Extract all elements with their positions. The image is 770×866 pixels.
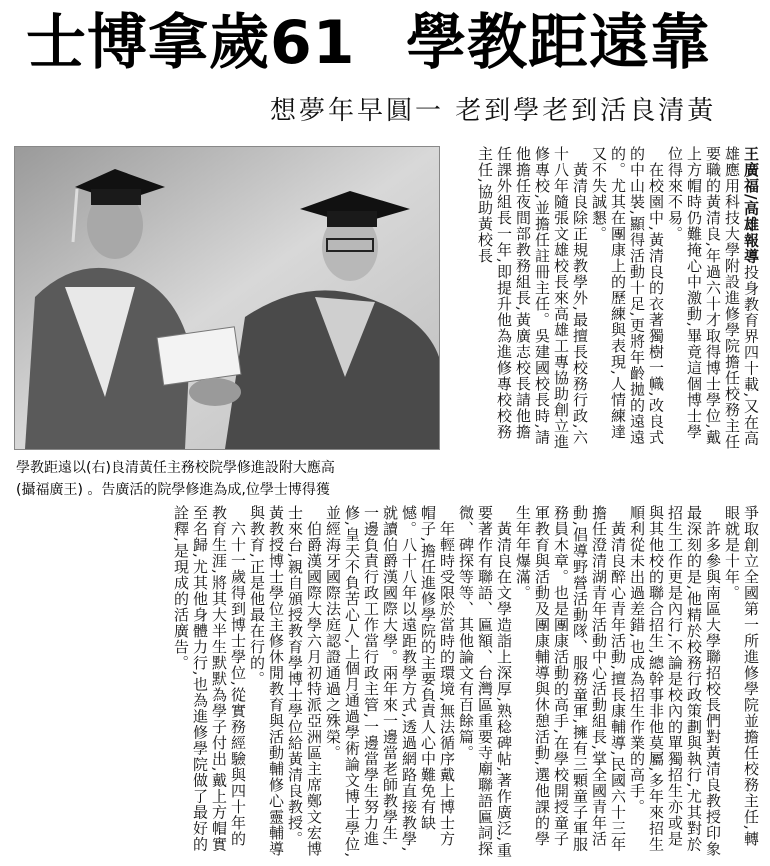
headline-part-2: 學教距遠靠 (406, 8, 711, 78)
news-photo (14, 146, 440, 450)
article-lower-column: 爭取創立全國第一所進修學院並擔任校務主任,轉眼就是十年。 許多參與南區大學聯招校長們對黃清良教授印象最深刻的是,他精於校務行政策劃與執行,尤其對於招生工作更是內行,不論是校內的單獨招生亦或是與其他校的聯合招生,總幹事非他莫屬,多年來招生順利從未出過差錯,也成為招生作業的高手。 黃清良醉心青年活動,擅長康輔導,民國六十三年擔任澄清湖青年活動中心活動組長,掌全國青年活動,倡導野營活動隊、服務童軍,擁有三顆童子軍服務員木章。也是團康活動的高手,在學校開授童子軍教育與活動及團康輔導與休憩活動,選他課的學生年年爆滿。 黃清良在文學造詣上深厚,熟稔碑帖,著作廣泛,重要著作有聯語、匾額、台灣區重要寺廟聯語匾詞探微、碑探等等、其他論文有百餘篇。 年輕時受限於當時的環境,無法循序戴上博士方帽子,擔任進修學院的主要負責人心中難免有缺憾。八十八年以遠距教學方式,透過網路直接教學,就讀伯爵漢國際大學。兩年來一邊當老師教學生,一邊負責行政工作當行政主管,一邊當學生努力進修,皇天不負苦心人,上個月通過學術論文博士學位,並經海牙國際法庭認證通過之殊榮。 伯爵漢國際大學六月初特派亞洲區主席鄭文宏博士來台,親自頒授教育學博士學位給黃清良教授。黃教授博士學位主修休閒教育與活動輔修心靈輔導與教育,正是他最在行的。 六十一歲得到博士學位,從實務經驗與四十年的教育生涯,將其大半生默默為學子付出,戴上方帽實至名歸,尤其他身體力行,也為進修學院做了最好的詮釋,是現成的活廣告。 (172, 505, 760, 859)
photo-illustration (15, 147, 439, 449)
article-upper-text: 投身教育界四十載,又在高雄應用科技大學附設進修學院擔任校務主任要職的黃清良,年過六十才取得博士學位,戴上方帽時仍難掩心中激動,畢竟這個博士學位得來不易。 在校園中,黃清良的衣著獨樹一幟,改良式的中山裝,顯得活動十足,更將年齡拋的遠遠的。尤其在團康上的歷練與表現,人情練達又不失誠懇。 黃清良除正規教學外,最擅長校務行政,六十八年隨張文雄校長來高雄工專協助創立進修專校,並擔任註冊主任。吳建國校長時,請他擔任夜間部教務組長,黃廣志校長請他擔任課外組長一年,即提升他為進修專校校務主任,協助黃校長 (476, 146, 760, 450)
photo-caption-line-1: 學教距遠以(右)良清黃任主務校院學修進設附大應高 (16, 460, 335, 476)
photo-caption-line-2: (攝福廣王) 。告廣活的院學修進為成,位學士博得獲 (16, 482, 330, 498)
headline-part-1: 士博拿歲61 (26, 8, 356, 78)
article-upper-column (445, 146, 760, 454)
subheadline: 想夢年早圓一 老到學老到活良清黃 (270, 96, 717, 126)
byline: 王廣福/高雄報導 (742, 146, 760, 265)
